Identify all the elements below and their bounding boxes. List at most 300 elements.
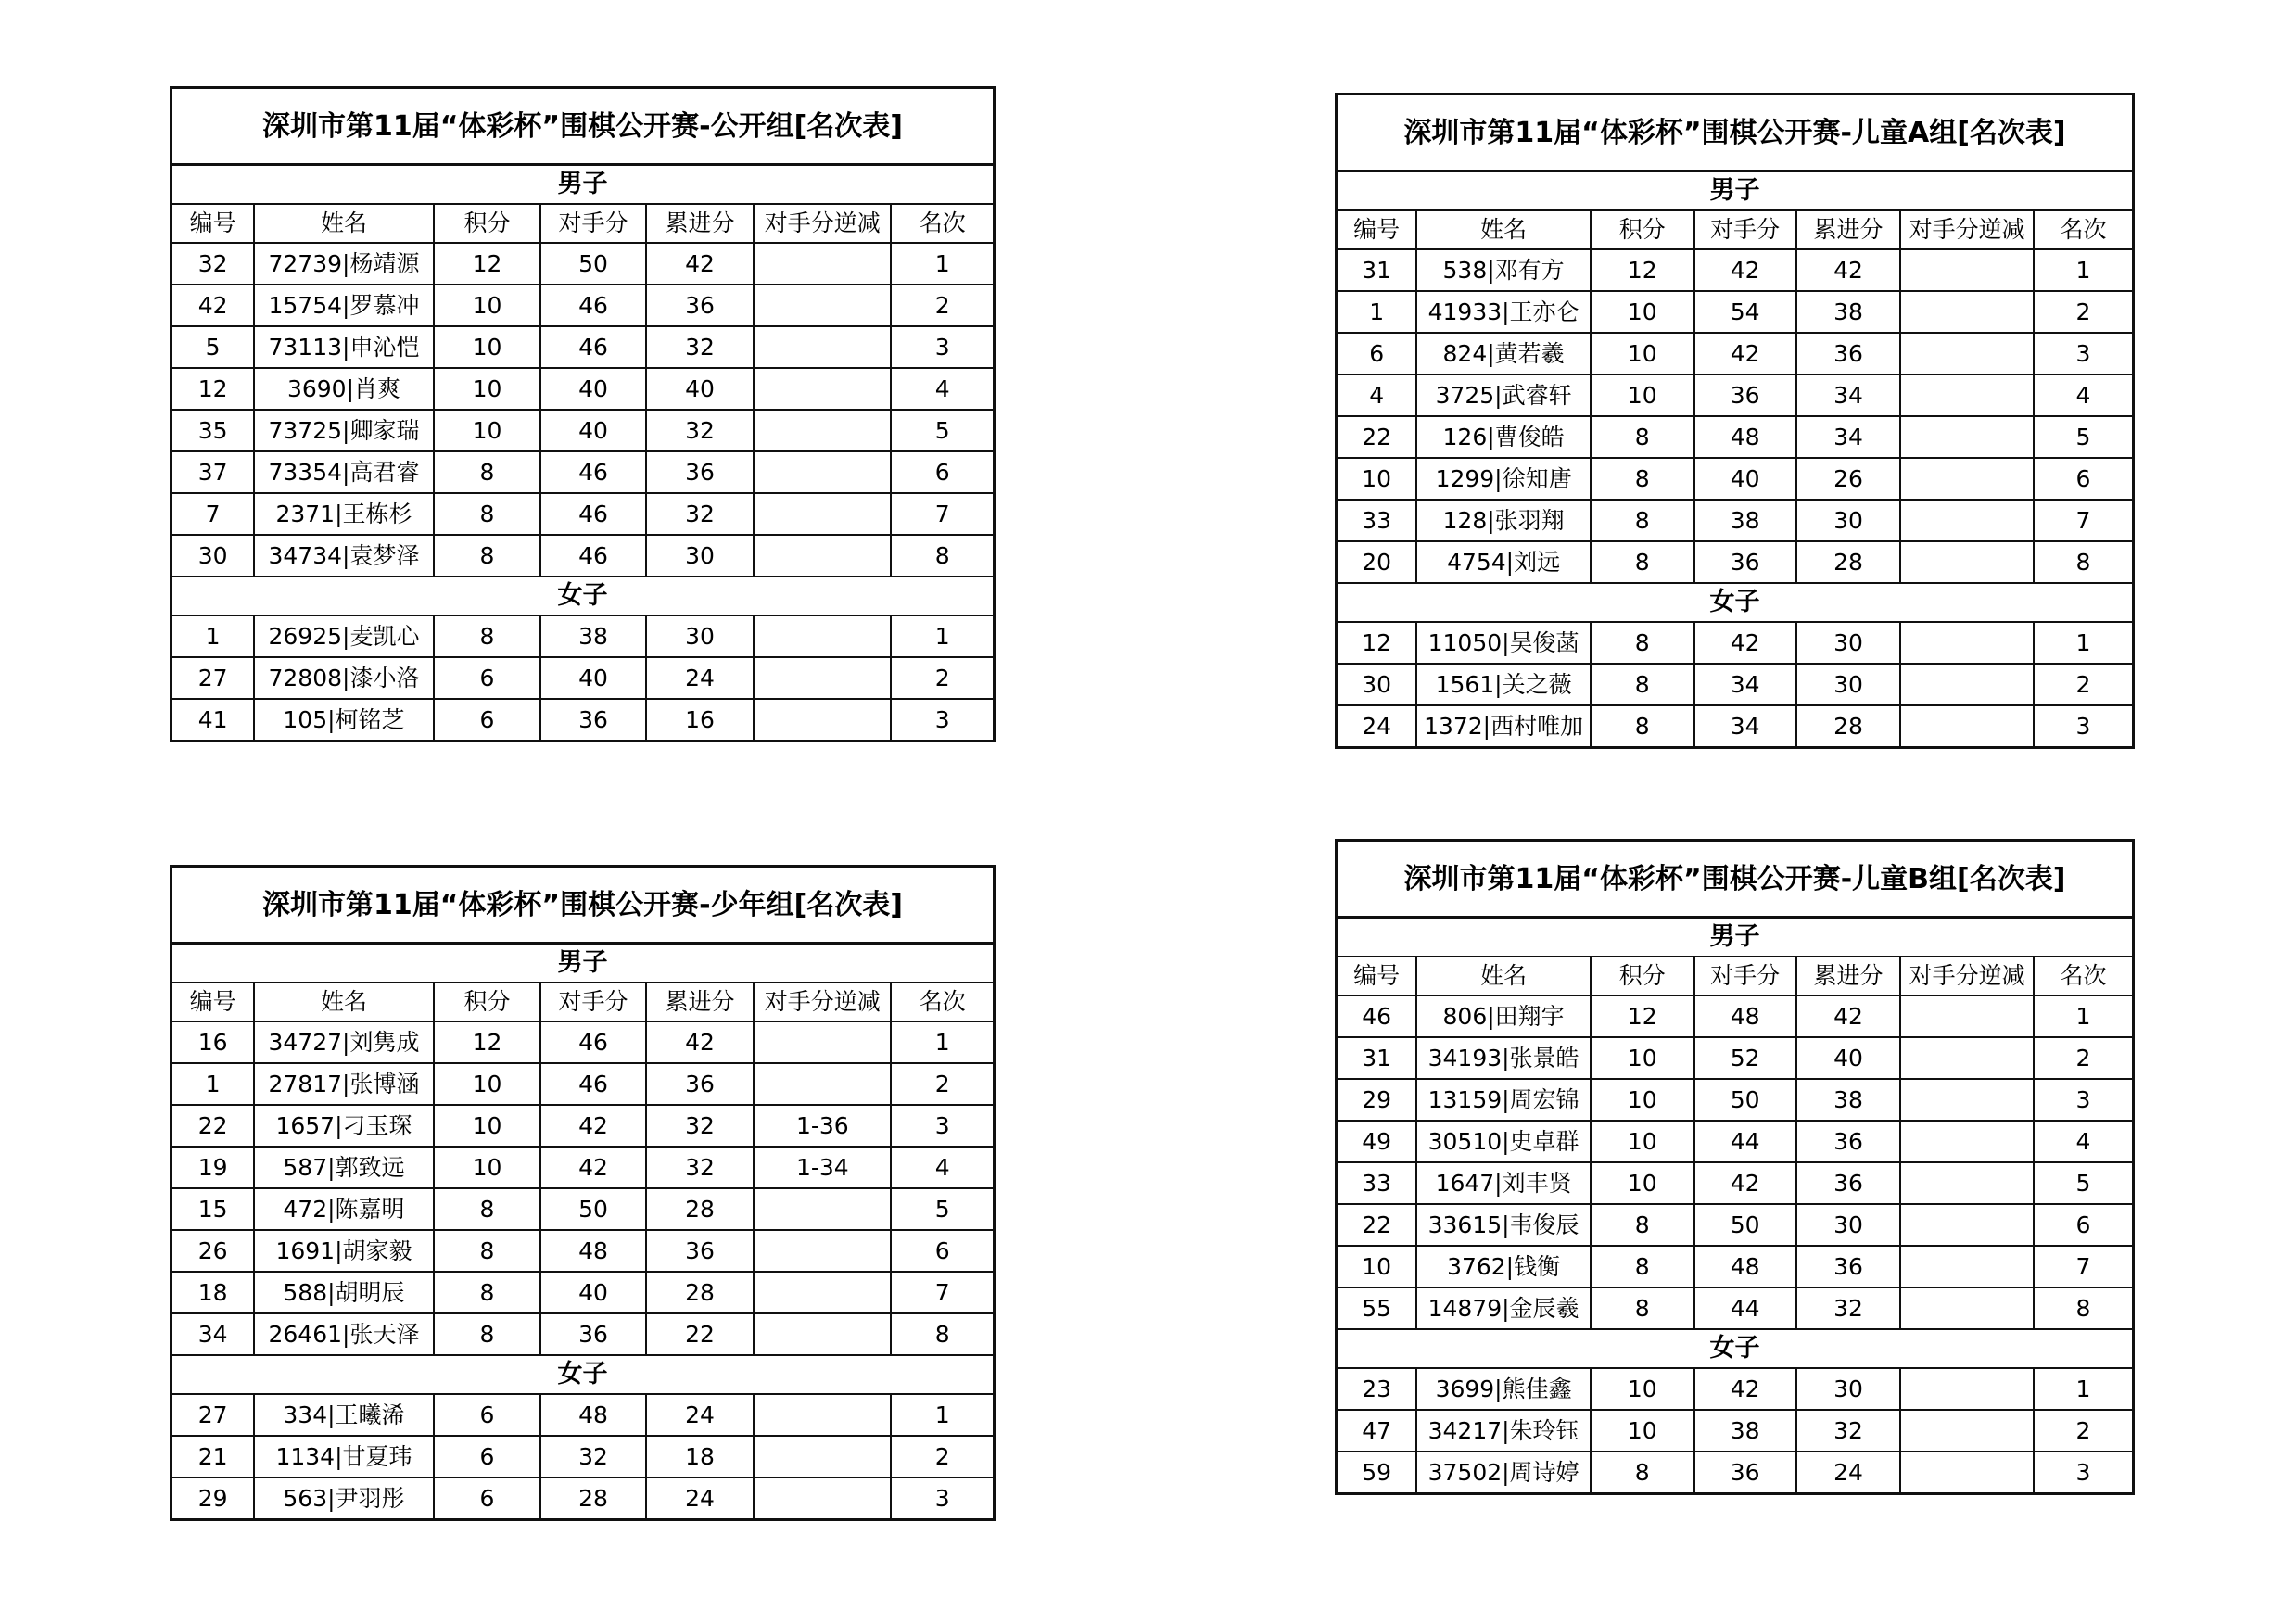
progressive-score: 28 xyxy=(646,1188,754,1230)
player-row xyxy=(171,1147,995,1188)
rank: 3 xyxy=(2034,1452,2134,1494)
player-number: 1 xyxy=(171,615,255,657)
player-row xyxy=(171,1272,995,1313)
player-name: 1657|刁玉琛 xyxy=(254,1105,434,1147)
opponent-score-reduction xyxy=(754,410,891,451)
progressive-score: 30 xyxy=(1796,622,1901,664)
points: 10 xyxy=(1591,1037,1694,1079)
points: 10 xyxy=(1591,1410,1694,1452)
points: 10 xyxy=(434,368,540,410)
opponent-score: 44 xyxy=(1694,1287,1796,1329)
player-row xyxy=(1337,1246,2134,1287)
player-number: 27 xyxy=(171,1394,255,1436)
player-number: 7 xyxy=(171,493,255,535)
player-name: 41933|王亦仑 xyxy=(1416,291,1590,333)
rank: 3 xyxy=(891,699,994,742)
opponent-score: 40 xyxy=(540,1272,646,1313)
column-header: 对手分逆减 xyxy=(754,983,891,1021)
gender-section-row xyxy=(1337,583,2134,622)
opponent-score-reduction xyxy=(1900,705,2034,748)
opponent-score: 46 xyxy=(540,451,646,493)
points: 8 xyxy=(1591,1287,1694,1329)
progressive-score: 36 xyxy=(646,451,754,493)
player-row xyxy=(171,615,995,657)
player-row xyxy=(1337,1162,2134,1204)
opponent-score: 42 xyxy=(540,1105,646,1147)
points: 8 xyxy=(434,1188,540,1230)
player-name: 30510|史卓群 xyxy=(1416,1121,1590,1162)
opponent-score-reduction xyxy=(1900,1287,2034,1329)
opponent-score: 50 xyxy=(1694,1204,1796,1246)
column-header: 姓名 xyxy=(1416,210,1590,249)
rank: 7 xyxy=(2034,500,2134,541)
player-row xyxy=(1337,1204,2134,1246)
points: 10 xyxy=(434,326,540,368)
player-name: 26461|张天泽 xyxy=(254,1313,434,1355)
points: 10 xyxy=(434,285,540,326)
player-row xyxy=(1337,249,2134,291)
table-title: 深圳市第11届“体彩杯”围棋公开赛-儿童B组[名次表] xyxy=(1337,841,2134,918)
player-number: 32 xyxy=(171,243,255,285)
player-name: 563|尹羽彤 xyxy=(254,1477,434,1520)
points: 8 xyxy=(1591,1204,1694,1246)
player-name: 1647|刘丰贤 xyxy=(1416,1162,1590,1204)
opponent-score: 46 xyxy=(540,1021,646,1063)
rank: 3 xyxy=(891,1477,994,1520)
player-row xyxy=(171,1313,995,1355)
points: 8 xyxy=(434,1230,540,1272)
rank: 2 xyxy=(891,285,994,326)
column-header: 累进分 xyxy=(1796,957,1901,995)
opponent-score: 50 xyxy=(1694,1079,1796,1121)
opponent-score-reduction xyxy=(754,1477,891,1520)
player-name: 3699|熊佳鑫 xyxy=(1416,1368,1590,1410)
player-row xyxy=(171,1105,995,1147)
player-row xyxy=(171,451,995,493)
player-row xyxy=(1337,1079,2134,1121)
player-row xyxy=(1337,500,2134,541)
player-name: 73113|申沁恺 xyxy=(254,326,434,368)
rank: 3 xyxy=(2034,333,2134,374)
opponent-score: 48 xyxy=(1694,995,1796,1037)
points: 10 xyxy=(434,1063,540,1105)
player-number: 35 xyxy=(171,410,255,451)
progressive-score: 24 xyxy=(646,657,754,699)
player-row xyxy=(1337,416,2134,458)
player-row xyxy=(171,535,995,577)
player-number: 37 xyxy=(171,451,255,493)
player-name: 3690|肖爽 xyxy=(254,368,434,410)
opponent-score-reduction xyxy=(1900,664,2034,705)
player-number: 29 xyxy=(1337,1079,1417,1121)
rank: 2 xyxy=(891,1063,994,1105)
points: 12 xyxy=(434,1021,540,1063)
rank: 8 xyxy=(2034,1287,2134,1329)
player-row xyxy=(1337,664,2134,705)
progressive-score: 30 xyxy=(646,535,754,577)
progressive-score: 32 xyxy=(646,1105,754,1147)
player-row xyxy=(171,285,995,326)
player-name: 72808|漆小洛 xyxy=(254,657,434,699)
column-header: 名次 xyxy=(891,204,994,243)
player-name: 334|王曦浠 xyxy=(254,1394,434,1436)
player-row xyxy=(1337,1121,2134,1162)
player-name: 587|郭致远 xyxy=(254,1147,434,1188)
opponent-score-reduction xyxy=(754,368,891,410)
points: 8 xyxy=(1591,458,1694,500)
points: 6 xyxy=(434,1394,540,1436)
player-row xyxy=(1337,291,2134,333)
table-title-row xyxy=(171,867,995,944)
player-name: 73354|高君睿 xyxy=(254,451,434,493)
rank: 5 xyxy=(891,410,994,451)
progressive-score: 36 xyxy=(646,1063,754,1105)
opponent-score-reduction xyxy=(1900,1121,2034,1162)
gender-section-label: 男子 xyxy=(171,165,995,205)
points: 10 xyxy=(1591,291,1694,333)
player-number: 18 xyxy=(171,1272,255,1313)
opponent-score-reduction xyxy=(754,285,891,326)
points: 8 xyxy=(1591,664,1694,705)
opponent-score: 46 xyxy=(540,535,646,577)
player-row xyxy=(1337,1287,2134,1329)
opponent-score-reduction xyxy=(1900,1204,2034,1246)
column-header-row xyxy=(1337,957,2134,995)
opponent-score-reduction xyxy=(1900,458,2034,500)
column-header-row xyxy=(171,983,995,1021)
points: 8 xyxy=(1591,1452,1694,1494)
rank: 5 xyxy=(891,1188,994,1230)
player-row xyxy=(171,1230,995,1272)
opponent-score-reduction xyxy=(754,535,891,577)
player-name: 538|邓有方 xyxy=(1416,249,1590,291)
player-row xyxy=(171,1477,995,1520)
points: 10 xyxy=(1591,1121,1694,1162)
opponent-score: 38 xyxy=(540,615,646,657)
column-header: 姓名 xyxy=(254,983,434,1021)
opponent-score: 44 xyxy=(1694,1121,1796,1162)
player-number: 21 xyxy=(171,1436,255,1477)
rank: 1 xyxy=(891,1021,994,1063)
column-header: 编号 xyxy=(171,204,255,243)
progressive-score: 26 xyxy=(1796,458,1901,500)
opponent-score: 46 xyxy=(540,285,646,326)
gender-section-label: 女子 xyxy=(171,1355,995,1394)
table-title: 深圳市第11届“体彩杯”围棋公开赛-公开组[名次表] xyxy=(171,88,995,165)
player-number: 23 xyxy=(1337,1368,1417,1410)
player-name: 824|黄若羲 xyxy=(1416,333,1590,374)
youth-group-table xyxy=(170,865,996,1521)
player-row xyxy=(171,326,995,368)
rank: 3 xyxy=(891,1105,994,1147)
opponent-score-reduction xyxy=(754,1313,891,1355)
column-header: 累进分 xyxy=(646,204,754,243)
rank: 4 xyxy=(891,368,994,410)
progressive-score: 28 xyxy=(1796,705,1901,748)
opponent-score: 54 xyxy=(1694,291,1796,333)
opponent-score: 42 xyxy=(1694,1368,1796,1410)
player-name: 73725|卿家瑞 xyxy=(254,410,434,451)
opponent-score-reduction xyxy=(1900,500,2034,541)
progressive-score: 38 xyxy=(1796,291,1901,333)
player-name: 1691|胡家毅 xyxy=(254,1230,434,1272)
gender-section-row xyxy=(1337,1329,2134,1368)
rank: 2 xyxy=(891,1436,994,1477)
progressive-score: 30 xyxy=(646,615,754,657)
column-header: 名次 xyxy=(2034,957,2134,995)
progressive-score: 30 xyxy=(1796,500,1901,541)
rank-table xyxy=(170,865,996,1521)
player-row xyxy=(1337,1410,2134,1452)
opponent-score: 50 xyxy=(540,243,646,285)
player-row xyxy=(171,243,995,285)
points: 10 xyxy=(434,1147,540,1188)
opponent-score-reduction xyxy=(754,1436,891,1477)
progressive-score: 24 xyxy=(1796,1452,1901,1494)
column-header: 对手分逆减 xyxy=(754,204,891,243)
column-header: 积分 xyxy=(1591,210,1694,249)
gender-section-label: 男子 xyxy=(171,944,995,983)
points: 6 xyxy=(434,1477,540,1520)
progressive-score: 30 xyxy=(1796,1368,1901,1410)
player-number: 12 xyxy=(171,368,255,410)
column-header: 名次 xyxy=(891,983,994,1021)
progressive-score: 18 xyxy=(646,1436,754,1477)
opponent-score-reduction xyxy=(1900,1037,2034,1079)
column-header: 编号 xyxy=(1337,210,1417,249)
progressive-score: 16 xyxy=(646,699,754,742)
player-name: 33615|韦俊辰 xyxy=(1416,1204,1590,1246)
player-name: 34727|刘隽成 xyxy=(254,1021,434,1063)
player-row xyxy=(171,410,995,451)
gender-section-label: 男子 xyxy=(1337,918,2134,957)
player-number: 47 xyxy=(1337,1410,1417,1452)
rank: 4 xyxy=(2034,1121,2134,1162)
player-name: 34193|张景皓 xyxy=(1416,1037,1590,1079)
column-header: 积分 xyxy=(434,204,540,243)
player-name: 2371|王栋杉 xyxy=(254,493,434,535)
progressive-score: 32 xyxy=(1796,1287,1901,1329)
player-name: 13159|周宏锦 xyxy=(1416,1079,1590,1121)
open-group-table xyxy=(170,86,996,742)
gender-section-label: 男子 xyxy=(1337,171,2134,211)
points: 10 xyxy=(1591,374,1694,416)
progressive-score: 40 xyxy=(646,368,754,410)
column-header: 积分 xyxy=(1591,957,1694,995)
opponent-score: 46 xyxy=(540,1063,646,1105)
opponent-score: 46 xyxy=(540,326,646,368)
player-number: 42 xyxy=(171,285,255,326)
player-number: 22 xyxy=(1337,1204,1417,1246)
player-number: 16 xyxy=(171,1021,255,1063)
player-number: 31 xyxy=(1337,1037,1417,1079)
progressive-score: 42 xyxy=(646,243,754,285)
progressive-score: 36 xyxy=(1796,1121,1901,1162)
opponent-score-reduction xyxy=(1900,249,2034,291)
column-header: 编号 xyxy=(171,983,255,1021)
table-title: 深圳市第11届“体彩杯”围棋公开赛-少年组[名次表] xyxy=(171,867,995,944)
points: 8 xyxy=(1591,705,1694,748)
rank: 6 xyxy=(2034,458,2134,500)
opponent-score-reduction xyxy=(1900,333,2034,374)
rank: 1 xyxy=(891,1394,994,1436)
rank: 2 xyxy=(2034,1037,2134,1079)
player-name: 806|田翔宇 xyxy=(1416,995,1590,1037)
rank: 6 xyxy=(2034,1204,2134,1246)
points: 10 xyxy=(434,1105,540,1147)
rank-table xyxy=(170,86,996,742)
column-header: 名次 xyxy=(2034,210,2134,249)
player-name: 11050|吴俊菡 xyxy=(1416,622,1590,664)
opponent-score: 48 xyxy=(540,1230,646,1272)
opponent-score-reduction xyxy=(754,243,891,285)
player-number: 1 xyxy=(171,1063,255,1105)
progressive-score: 36 xyxy=(1796,333,1901,374)
table-title: 深圳市第11届“体彩杯”围棋公开赛-儿童A组[名次表] xyxy=(1337,95,2134,171)
player-name: 126|曹俊皓 xyxy=(1416,416,1590,458)
player-name: 1299|徐知唐 xyxy=(1416,458,1590,500)
gender-section-row xyxy=(171,1355,995,1394)
opponent-score: 42 xyxy=(540,1147,646,1188)
points: 10 xyxy=(1591,1162,1694,1204)
rank: 1 xyxy=(891,615,994,657)
player-name: 72739|杨靖源 xyxy=(254,243,434,285)
opponent-score-reduction xyxy=(754,1230,891,1272)
children-a-group-table xyxy=(1335,93,2135,749)
player-number: 30 xyxy=(171,535,255,577)
player-row xyxy=(1337,458,2134,500)
column-header: 对手分 xyxy=(540,983,646,1021)
progressive-score: 36 xyxy=(1796,1162,1901,1204)
player-row xyxy=(171,1394,995,1436)
opponent-score-reduction xyxy=(754,615,891,657)
player-number: 22 xyxy=(1337,416,1417,458)
player-row xyxy=(171,699,995,742)
points: 10 xyxy=(434,410,540,451)
points: 12 xyxy=(1591,995,1694,1037)
progressive-score: 38 xyxy=(1796,1079,1901,1121)
gender-section-row xyxy=(1337,918,2134,957)
player-name: 3762|钱衡 xyxy=(1416,1246,1590,1287)
player-row xyxy=(1337,333,2134,374)
points: 6 xyxy=(434,1436,540,1477)
opponent-score: 40 xyxy=(540,410,646,451)
points: 12 xyxy=(434,243,540,285)
points: 12 xyxy=(1591,249,1694,291)
points: 8 xyxy=(1591,541,1694,583)
player-row xyxy=(1337,1368,2134,1410)
rank: 1 xyxy=(2034,622,2134,664)
rank: 1 xyxy=(2034,249,2134,291)
opponent-score-reduction xyxy=(754,1188,891,1230)
points: 8 xyxy=(434,1272,540,1313)
player-name: 34734|袁梦泽 xyxy=(254,535,434,577)
points: 8 xyxy=(434,1313,540,1355)
progressive-score: 22 xyxy=(646,1313,754,1355)
player-name: 472|陈嘉明 xyxy=(254,1188,434,1230)
opponent-score: 36 xyxy=(540,699,646,742)
rank: 1 xyxy=(2034,1368,2134,1410)
opponent-score: 42 xyxy=(1694,333,1796,374)
gender-section-label: 女子 xyxy=(1337,1329,2134,1368)
player-row xyxy=(1337,374,2134,416)
rank: 5 xyxy=(2034,416,2134,458)
gender-section-label: 女子 xyxy=(171,577,995,615)
rank-table xyxy=(1335,93,2135,749)
rank: 3 xyxy=(2034,705,2134,748)
table-title-row xyxy=(1337,95,2134,171)
player-name: 128|张羽翔 xyxy=(1416,500,1590,541)
opponent-score-reduction xyxy=(754,1063,891,1105)
opponent-score: 40 xyxy=(540,368,646,410)
rank: 8 xyxy=(2034,541,2134,583)
player-row xyxy=(1337,995,2134,1037)
points: 8 xyxy=(434,493,540,535)
player-row xyxy=(171,1188,995,1230)
player-number: 49 xyxy=(1337,1121,1417,1162)
rank: 6 xyxy=(891,451,994,493)
player-number: 33 xyxy=(1337,500,1417,541)
player-number: 1 xyxy=(1337,291,1417,333)
opponent-score: 38 xyxy=(1694,1410,1796,1452)
progressive-score: 34 xyxy=(1796,416,1901,458)
opponent-score-reduction xyxy=(1900,1079,2034,1121)
opponent-score: 40 xyxy=(1694,458,1796,500)
player-name: 105|柯铭芝 xyxy=(254,699,434,742)
player-row xyxy=(1337,1452,2134,1494)
rank: 1 xyxy=(2034,995,2134,1037)
rank: 8 xyxy=(891,1313,994,1355)
progressive-score: 42 xyxy=(1796,249,1901,291)
opponent-score-reduction xyxy=(1900,1452,2034,1494)
points: 8 xyxy=(1591,416,1694,458)
player-number: 33 xyxy=(1337,1162,1417,1204)
player-name: 14879|金辰羲 xyxy=(1416,1287,1590,1329)
progressive-score: 36 xyxy=(646,285,754,326)
rank: 1 xyxy=(891,243,994,285)
opponent-score-reduction: 1-36 xyxy=(754,1105,891,1147)
opponent-score-reduction xyxy=(1900,374,2034,416)
opponent-score: 42 xyxy=(1694,1162,1796,1204)
progressive-score: 28 xyxy=(646,1272,754,1313)
gender-section-label: 女子 xyxy=(1337,583,2134,622)
player-number: 41 xyxy=(171,699,255,742)
opponent-score: 48 xyxy=(540,1394,646,1436)
opponent-score: 46 xyxy=(540,493,646,535)
gender-section-row xyxy=(171,577,995,615)
player-row xyxy=(171,1063,995,1105)
player-row xyxy=(1337,622,2134,664)
player-number: 30 xyxy=(1337,664,1417,705)
player-name: 3725|武睿轩 xyxy=(1416,374,1590,416)
opponent-score-reduction xyxy=(754,451,891,493)
column-header: 姓名 xyxy=(1416,957,1590,995)
column-header: 编号 xyxy=(1337,957,1417,995)
opponent-score-reduction xyxy=(1900,1410,2034,1452)
opponent-score-reduction xyxy=(1900,995,2034,1037)
progressive-score: 42 xyxy=(1796,995,1901,1037)
player-row xyxy=(1337,705,2134,748)
player-number: 10 xyxy=(1337,1246,1417,1287)
player-name: 1134|甘夏玮 xyxy=(254,1436,434,1477)
player-number: 29 xyxy=(171,1477,255,1520)
column-header-row xyxy=(171,204,995,243)
column-header: 对手分 xyxy=(1694,957,1796,995)
player-number: 46 xyxy=(1337,995,1417,1037)
player-number: 20 xyxy=(1337,541,1417,583)
points: 8 xyxy=(434,615,540,657)
points: 10 xyxy=(1591,1079,1694,1121)
